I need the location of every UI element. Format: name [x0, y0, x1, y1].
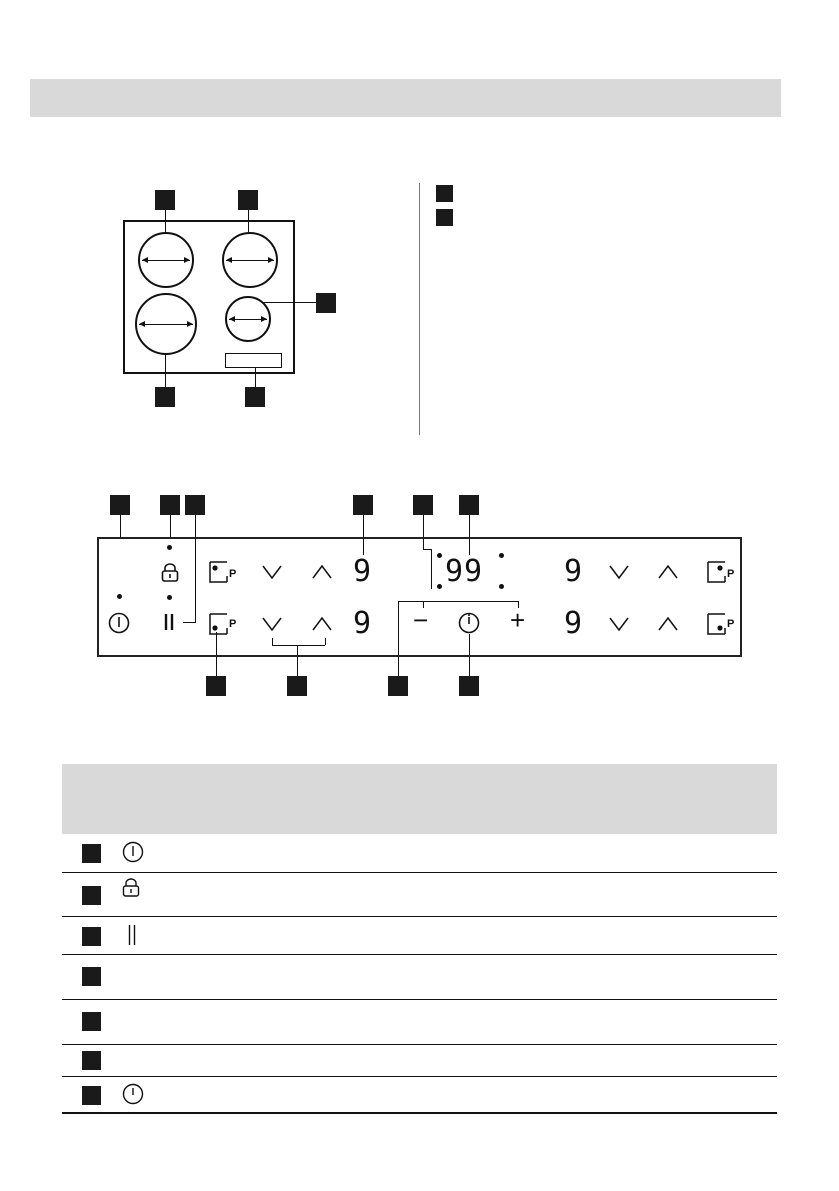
- row-marker: [82, 1012, 101, 1031]
- leader-line: [170, 515, 171, 539]
- callout-marker: [245, 387, 265, 407]
- callout-marker: [238, 190, 258, 210]
- dimension-arrow: [142, 260, 190, 261]
- callout-marker: [353, 495, 373, 515]
- booster-button-front-left[interactable]: [209, 613, 239, 635]
- row-marker: [82, 1086, 101, 1105]
- heat-setting-display-front-left: 9: [353, 606, 372, 641]
- table-row: [62, 1000, 777, 1045]
- callout-marker: [155, 190, 175, 210]
- timer-zone-led: [499, 553, 504, 558]
- booster-label: P: [229, 568, 237, 580]
- timer-icon[interactable]: [458, 612, 480, 634]
- table-row: [62, 955, 777, 1000]
- row-marker: [82, 927, 101, 946]
- heat-setting-display-rear-left: 9: [353, 554, 372, 589]
- decrease-arrow-icon[interactable]: [608, 616, 630, 632]
- power-icon[interactable]: [108, 612, 130, 634]
- dimension-arrow: [229, 319, 267, 320]
- timer-minus-button[interactable]: −: [413, 605, 429, 635]
- cooktop-outline: [123, 220, 295, 374]
- lock-indicator-led: [167, 545, 172, 550]
- callout-marker: [388, 676, 408, 696]
- heat-setting-display-front-right: 9: [564, 606, 583, 641]
- timer-display: 99: [445, 554, 484, 589]
- table-row: [62, 873, 777, 917]
- pause-icon[interactable]: [162, 613, 176, 631]
- header-bar: [30, 79, 781, 117]
- booster-label: P: [229, 618, 237, 630]
- legend-marker: [436, 185, 453, 202]
- decrease-arrow-icon[interactable]: [261, 564, 283, 580]
- timer-icon: [122, 1083, 144, 1105]
- table-row: [62, 917, 777, 955]
- table-header: [62, 764, 777, 834]
- timer-zone-led: [499, 584, 504, 589]
- heat-setting-display-rear-right: 9: [564, 554, 583, 589]
- increase-arrow-icon[interactable]: [657, 616, 679, 632]
- callout-marker: [459, 676, 479, 696]
- lock-icon[interactable]: [161, 563, 179, 583]
- decrease-arrow-icon[interactable]: [608, 564, 630, 580]
- control-panel-area: [225, 353, 282, 368]
- leader-line: [120, 515, 121, 539]
- row-marker: [82, 967, 101, 986]
- booster-button-front-right[interactable]: [707, 613, 737, 635]
- power-indicator-led: [117, 594, 122, 599]
- booster-label: P: [727, 618, 735, 630]
- increase-arrow-icon[interactable]: [657, 564, 679, 580]
- pause-icon: [126, 924, 138, 946]
- timer-zone-led: [437, 553, 442, 558]
- timer-zone-led: [437, 584, 442, 589]
- lock-icon: [122, 878, 140, 898]
- divider-line: [419, 183, 420, 435]
- booster-label: P: [727, 568, 735, 580]
- power-icon: [122, 841, 144, 863]
- callout-marker: [160, 495, 180, 515]
- callout-marker: [110, 495, 130, 515]
- row-marker: [82, 844, 101, 863]
- callout-marker: [155, 387, 175, 407]
- dimension-arrow: [139, 324, 193, 325]
- increase-arrow-icon[interactable]: [311, 616, 333, 632]
- callout-marker: [185, 495, 205, 515]
- callout-marker: [316, 293, 336, 313]
- callout-marker: [287, 676, 307, 696]
- dimension-arrow: [226, 260, 274, 261]
- control-panel: [97, 537, 742, 657]
- legend-marker: [436, 209, 453, 226]
- timer-plus-button[interactable]: +: [510, 605, 526, 635]
- decrease-arrow-icon[interactable]: [261, 616, 283, 632]
- callout-marker: [459, 495, 479, 515]
- table-row: [62, 1077, 777, 1114]
- booster-button-rear-right[interactable]: [707, 561, 737, 583]
- row-marker: [82, 1051, 101, 1070]
- callout-marker: [413, 495, 433, 515]
- table-row: [62, 1045, 777, 1077]
- booster-button-rear-left[interactable]: [209, 561, 239, 583]
- pause-indicator-led: [167, 595, 172, 600]
- table-row: [62, 834, 777, 873]
- increase-arrow-icon[interactable]: [311, 564, 333, 580]
- callout-marker: [206, 676, 226, 696]
- row-marker: [82, 886, 101, 905]
